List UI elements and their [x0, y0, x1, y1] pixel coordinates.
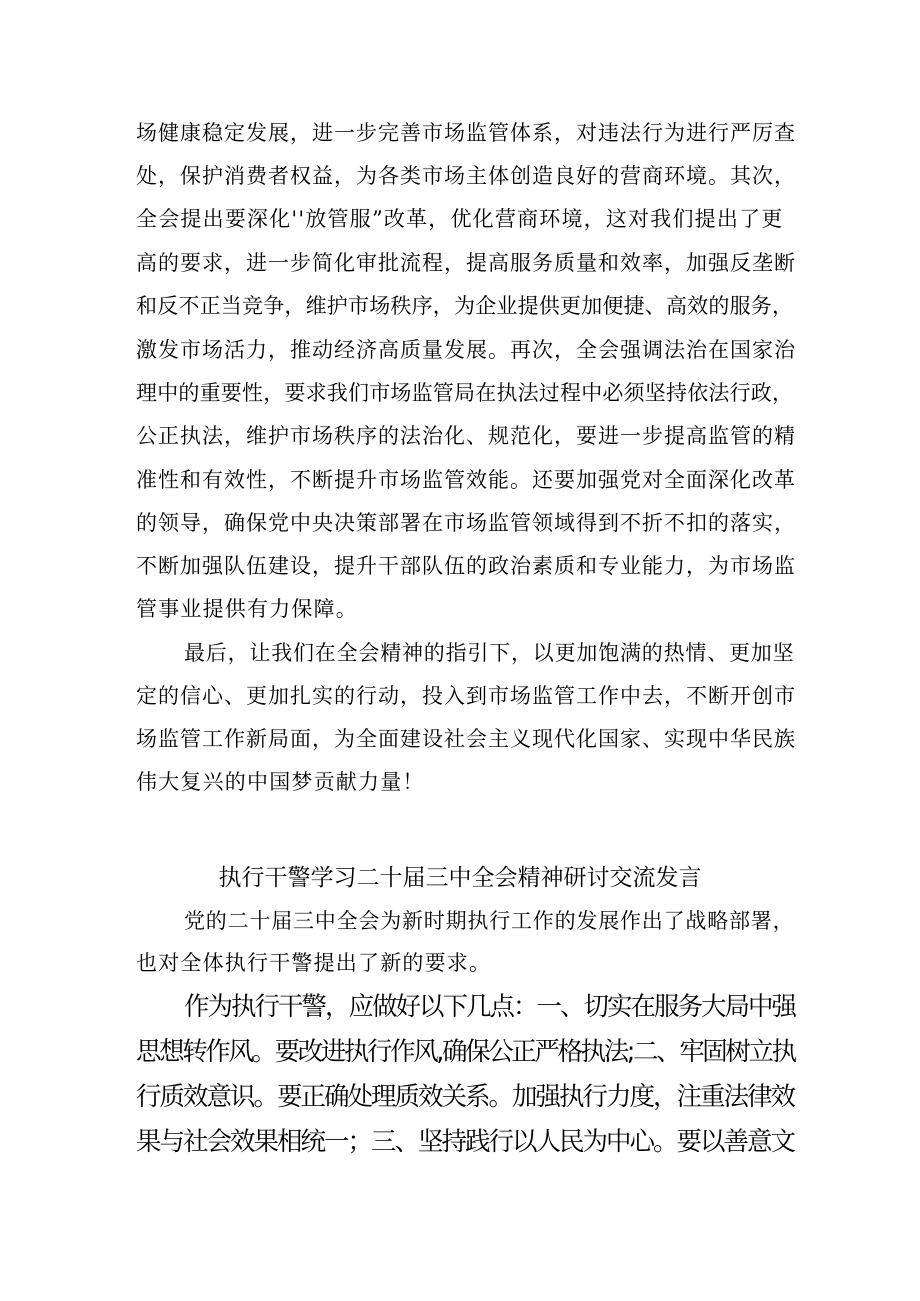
text-line: 管事业提供有力保障。 [136, 597, 358, 621]
text-line: 准性和有效性，不断提升市场监管效能。还要加强党对全面深化改革 [136, 468, 796, 492]
text-line: 理中的重要性，要求我们市场监管局在执法过程中必须坚持依法行政， [136, 381, 794, 405]
text-line: 果与社会效果相统一；三、坚持践行以人民为中心。要以善意文 [136, 1127, 795, 1157]
text-line: 伟大复兴的中国梦贡献力量！ [136, 770, 425, 794]
text-line: 全会提出要深化''放管服”改革，优化营商环境，这对我们提出了更 [136, 207, 784, 231]
text-line: 也对全体执行干警提出了新的要求。 [136, 951, 492, 975]
text-line: 和反不正当竞争，维护市场秩序，为企业提供更加便捷、高效的服务， [136, 294, 794, 318]
text-line: 行质效意识。要正确处理质效关系。加强执行力度，注重法律效 [136, 1082, 795, 1112]
text-line: 公正执法，维护市场秩序的法治化、规范化，要进一步提高监管的精 [136, 424, 796, 448]
text-line: 处，保护消费者权益，为各类市场主体创造良好的营商环境。其次， [136, 164, 796, 188]
text-line: 场健康稳定发展，进一步完善市场监管体系，对违法行为进行严厉查 [136, 121, 796, 145]
text-line: 思想转作风。要改进执行作风,确保公正严格执法;二、牢固树立执 [136, 1037, 795, 1067]
text-line: 作为执行干警，应做好以下几点：一、切实在服务大局中强 [184, 992, 796, 1022]
text-line: 最后，让我们在全会精神的指引下，以更加饱满的热情、更加坚 [184, 641, 795, 665]
text-line: 高的要求，进一步简化审批流程，提高服务质量和效率，加强反垄断 [136, 251, 796, 275]
text-line: 定的信心、更加扎实的行动，投入到市场监管工作中去，不断开创市 [136, 684, 796, 708]
text-line: 党的二十届三中全会为新时期执行工作的发展作出了战略部署， [184, 909, 795, 933]
article-title: 执行干警学习二十届三中全会精神研讨交流发言 [218, 865, 702, 891]
text-line: 不断加强队伍建设，提升干部队伍的政治素质和专业能力，为市场监 [136, 554, 796, 578]
text-line: 场监管工作新局面，为全面建设社会主义现代化国家、实现中华民族 [136, 727, 796, 751]
text-line: 激发市场活力，推动经济高质量发展。再次，全会强调法治在国家治 [136, 338, 796, 362]
text-line: 的领导，确保党中央决策部署在市场监管领域得到不折不扣的落实， [136, 511, 796, 535]
